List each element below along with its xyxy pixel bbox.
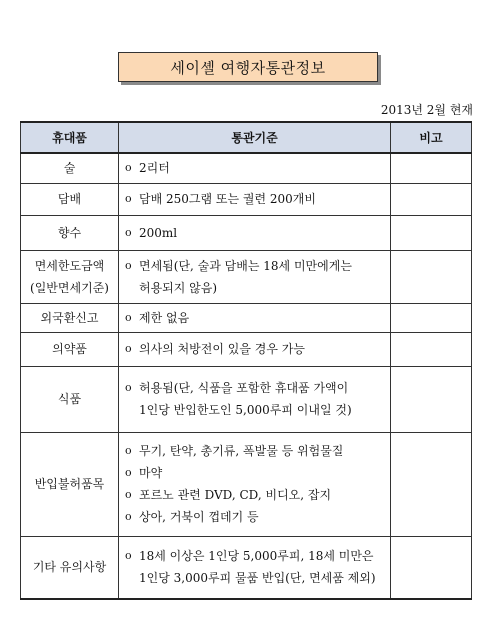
table-row bbox=[21, 183, 472, 215]
item-cell bbox=[21, 366, 119, 432]
item-cell bbox=[21, 432, 119, 536]
rule-text: 허용됨(단, 식품을 포함한 휴대품 가액이 bbox=[139, 381, 349, 395]
rule-text: 2리터 bbox=[139, 161, 170, 176]
rule-cell bbox=[119, 153, 391, 183]
item-cell bbox=[21, 303, 119, 332]
rule-entry bbox=[125, 222, 390, 244]
rule-entry bbox=[125, 157, 390, 179]
note-cell bbox=[391, 183, 472, 215]
rule-text: 면세됨(단, 술과 담배는 18세 미만에게는 bbox=[139, 258, 352, 273]
rule-entry bbox=[125, 462, 390, 484]
bullet-icon: o bbox=[125, 381, 132, 394]
rule-text: 제한 없음 bbox=[139, 310, 190, 325]
bullet-icon: o bbox=[125, 466, 132, 479]
rule-cell bbox=[119, 332, 391, 366]
bullet-icon: o bbox=[125, 192, 132, 205]
note-cell bbox=[391, 332, 472, 366]
bullet-icon: o bbox=[125, 549, 132, 563]
rule-text: 무기, 탄약, 총기류, 폭발물 등 위험물질 bbox=[139, 444, 344, 458]
rule-entry bbox=[125, 255, 390, 277]
item-label: 향수 bbox=[57, 225, 82, 240]
rule-text: 18세 이상은 1인당 5,000루피, 18세 미만은 bbox=[139, 549, 374, 564]
rule-cell bbox=[119, 536, 391, 599]
item-cell bbox=[21, 215, 119, 250]
table-row bbox=[21, 303, 472, 332]
table-row bbox=[21, 250, 472, 303]
note-cell bbox=[391, 366, 472, 432]
header-item: 휴대품 bbox=[21, 122, 119, 153]
note-cell bbox=[391, 303, 472, 332]
rule-entry bbox=[125, 545, 390, 567]
rule-text: 마약 bbox=[139, 466, 163, 480]
rule-text: 의사의 처방전이 있을 경우 가능 bbox=[139, 342, 305, 356]
table-row bbox=[21, 215, 472, 250]
item-label: 의약품 bbox=[52, 342, 87, 356]
item-label: 반입불허품목 bbox=[34, 477, 105, 491]
table-row bbox=[21, 536, 472, 599]
bullet-icon: o bbox=[125, 510, 132, 523]
bullet-icon: o bbox=[125, 310, 132, 324]
table-row bbox=[21, 366, 472, 432]
item-cell bbox=[21, 536, 119, 599]
rule-text-continued: 허용되지 않음) bbox=[139, 280, 218, 295]
table-row bbox=[21, 332, 472, 366]
rule-cell bbox=[119, 366, 391, 432]
rule-entry bbox=[125, 338, 390, 360]
bullet-icon: o bbox=[125, 225, 132, 239]
item-label: 기타 유의사항 bbox=[32, 560, 107, 575]
date-label: 2013년 2월 현재 bbox=[380, 103, 473, 117]
note-cell bbox=[391, 536, 472, 599]
rule-entry bbox=[125, 307, 390, 329]
bullet-icon: o bbox=[125, 488, 132, 501]
table-header-row bbox=[21, 122, 472, 153]
item-label: 식품 bbox=[57, 392, 82, 406]
rule-text: 200ml bbox=[139, 225, 178, 240]
bullet-icon: o bbox=[125, 161, 132, 175]
rule-text-continued: 1인당 3,000루피 물품 반입(단, 면세품 제외) bbox=[139, 571, 376, 586]
item-label: 외국환신고 bbox=[40, 310, 99, 325]
rule-text: 포르노 관련 DVD, CD, 비디오, 잡지 bbox=[139, 488, 332, 502]
page-title: 세이셸 여행자통관정보 bbox=[118, 52, 378, 82]
rule-text-continued: 1인당 반입한도인 5,000루피 이내일 것) bbox=[139, 403, 352, 417]
rule-text: 상아, 거북이 껍데기 등 bbox=[139, 510, 259, 524]
rule-cell bbox=[119, 183, 391, 215]
item-label: 면세한도금액 bbox=[34, 258, 105, 273]
rule-entry bbox=[125, 377, 390, 399]
table-row bbox=[21, 432, 472, 536]
item-label: 술 bbox=[63, 161, 76, 176]
bullet-icon: o bbox=[125, 342, 132, 355]
header-note: 비고 bbox=[391, 122, 472, 153]
rule-entry bbox=[125, 506, 390, 528]
item-cell bbox=[21, 153, 119, 183]
rule-cell bbox=[119, 303, 391, 332]
item-cell bbox=[21, 183, 119, 215]
note-cell bbox=[391, 153, 472, 183]
item-cell bbox=[21, 332, 119, 366]
rule-entry bbox=[125, 484, 390, 506]
item-label: (일반면세기준) bbox=[30, 280, 109, 295]
bullet-icon: o bbox=[125, 258, 132, 272]
table-row bbox=[21, 153, 472, 183]
note-cell bbox=[391, 432, 472, 536]
note-cell bbox=[391, 250, 472, 303]
rule-cell bbox=[119, 432, 391, 536]
rule-cell bbox=[119, 250, 391, 303]
rule-text: 담배 250그램 또는 궐련 200개비 bbox=[139, 192, 316, 206]
bullet-icon: o bbox=[125, 444, 132, 457]
item-label: 담배 bbox=[57, 192, 82, 206]
rule-entry bbox=[125, 188, 390, 210]
header-rule: 통관기준 bbox=[119, 122, 391, 153]
rule-entry bbox=[125, 440, 390, 462]
customs-table bbox=[20, 121, 472, 600]
item-cell bbox=[21, 250, 119, 303]
note-cell bbox=[391, 215, 472, 250]
rule-cell bbox=[119, 215, 391, 250]
